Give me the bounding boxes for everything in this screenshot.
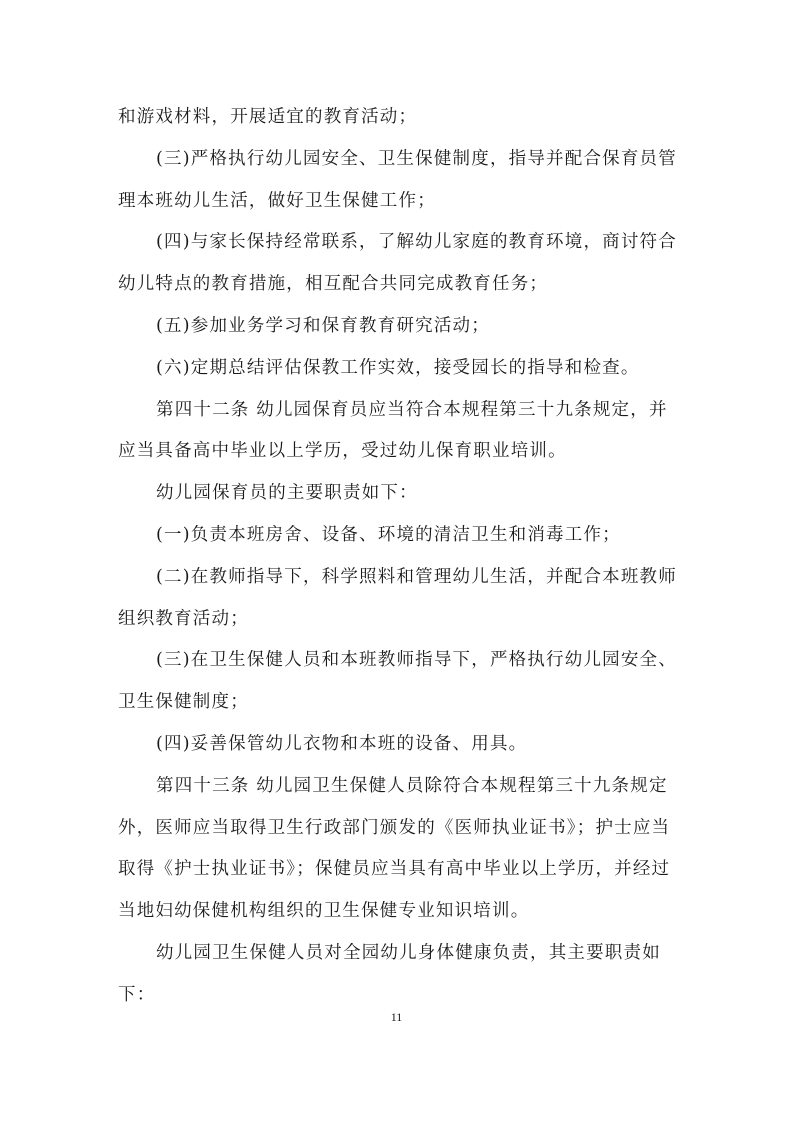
text-line: 幼儿园保育员的主要职责如下： <box>156 483 418 504</box>
text-line: 理本班幼儿生活，做好卫生保健工作； <box>118 190 436 211</box>
text-line: (六)定期总结评估保教工作实效，接受园长的指导和检查。 <box>156 357 640 378</box>
text-line: 幼儿特点的教育措施，相互配合共同完成教育任务； <box>118 274 549 295</box>
text-line: 外，医师应当取得卫生行政部门颁发的《医师执业证书》；护士应当 <box>118 817 671 838</box>
text-line: 和游戏材料，开展适宜的教育活动； <box>118 107 418 127</box>
text-line: (一)负责本班房舍、设备、环境的清洁卫生和消毒工作； <box>156 524 621 545</box>
page-number: 11 <box>390 1010 403 1024</box>
text-line: 第四十三条 幼儿园卫生保健人员除符合本规程第三十九条规定 <box>156 775 668 796</box>
text-line: (四)与家长保持经常联系，了解幼儿家庭的教育环境，商讨符合 <box>156 232 677 253</box>
text-line: 幼儿园卫生保健人员对全园幼儿身体健康负责，其主要职责如 <box>156 942 661 963</box>
text-line: 卫生保健制度； <box>118 692 249 713</box>
text-line: (二)在教师指导下，科学照料和管理幼儿生活，并配合本班教师 <box>156 566 677 587</box>
text-line: 下： <box>118 984 156 1005</box>
text-line: 当地妇幼保健机构组织的卫生保健专业知识培训。 <box>118 901 530 922</box>
text-line: 应当具备高中毕业以上学历，受过幼儿保育职业培训。 <box>118 441 567 462</box>
body-text <box>118 97 678 1017</box>
text-line: (五)参加业务学习和保育教育研究活动； <box>156 315 490 336</box>
text-line: 第四十二条 幼儿园保育员应当符合本规程第三十九条规定，并 <box>156 399 668 420</box>
text-line: (三)严格执行幼儿园安全、卫生保健制度，指导并配合保育员管 <box>156 148 677 169</box>
text-line: 取得《护士执业证书》；保健员应当具有高中毕业以上学历，并经过 <box>118 859 671 880</box>
text-line: (四)妥善保管幼儿衣物和本班的设备、用具。 <box>156 733 528 754</box>
text-line: (三)在卫生保健人员和本班教师指导下，严格执行幼儿园安全、 <box>156 650 677 671</box>
text-line: 组织教育活动； <box>118 608 249 629</box>
